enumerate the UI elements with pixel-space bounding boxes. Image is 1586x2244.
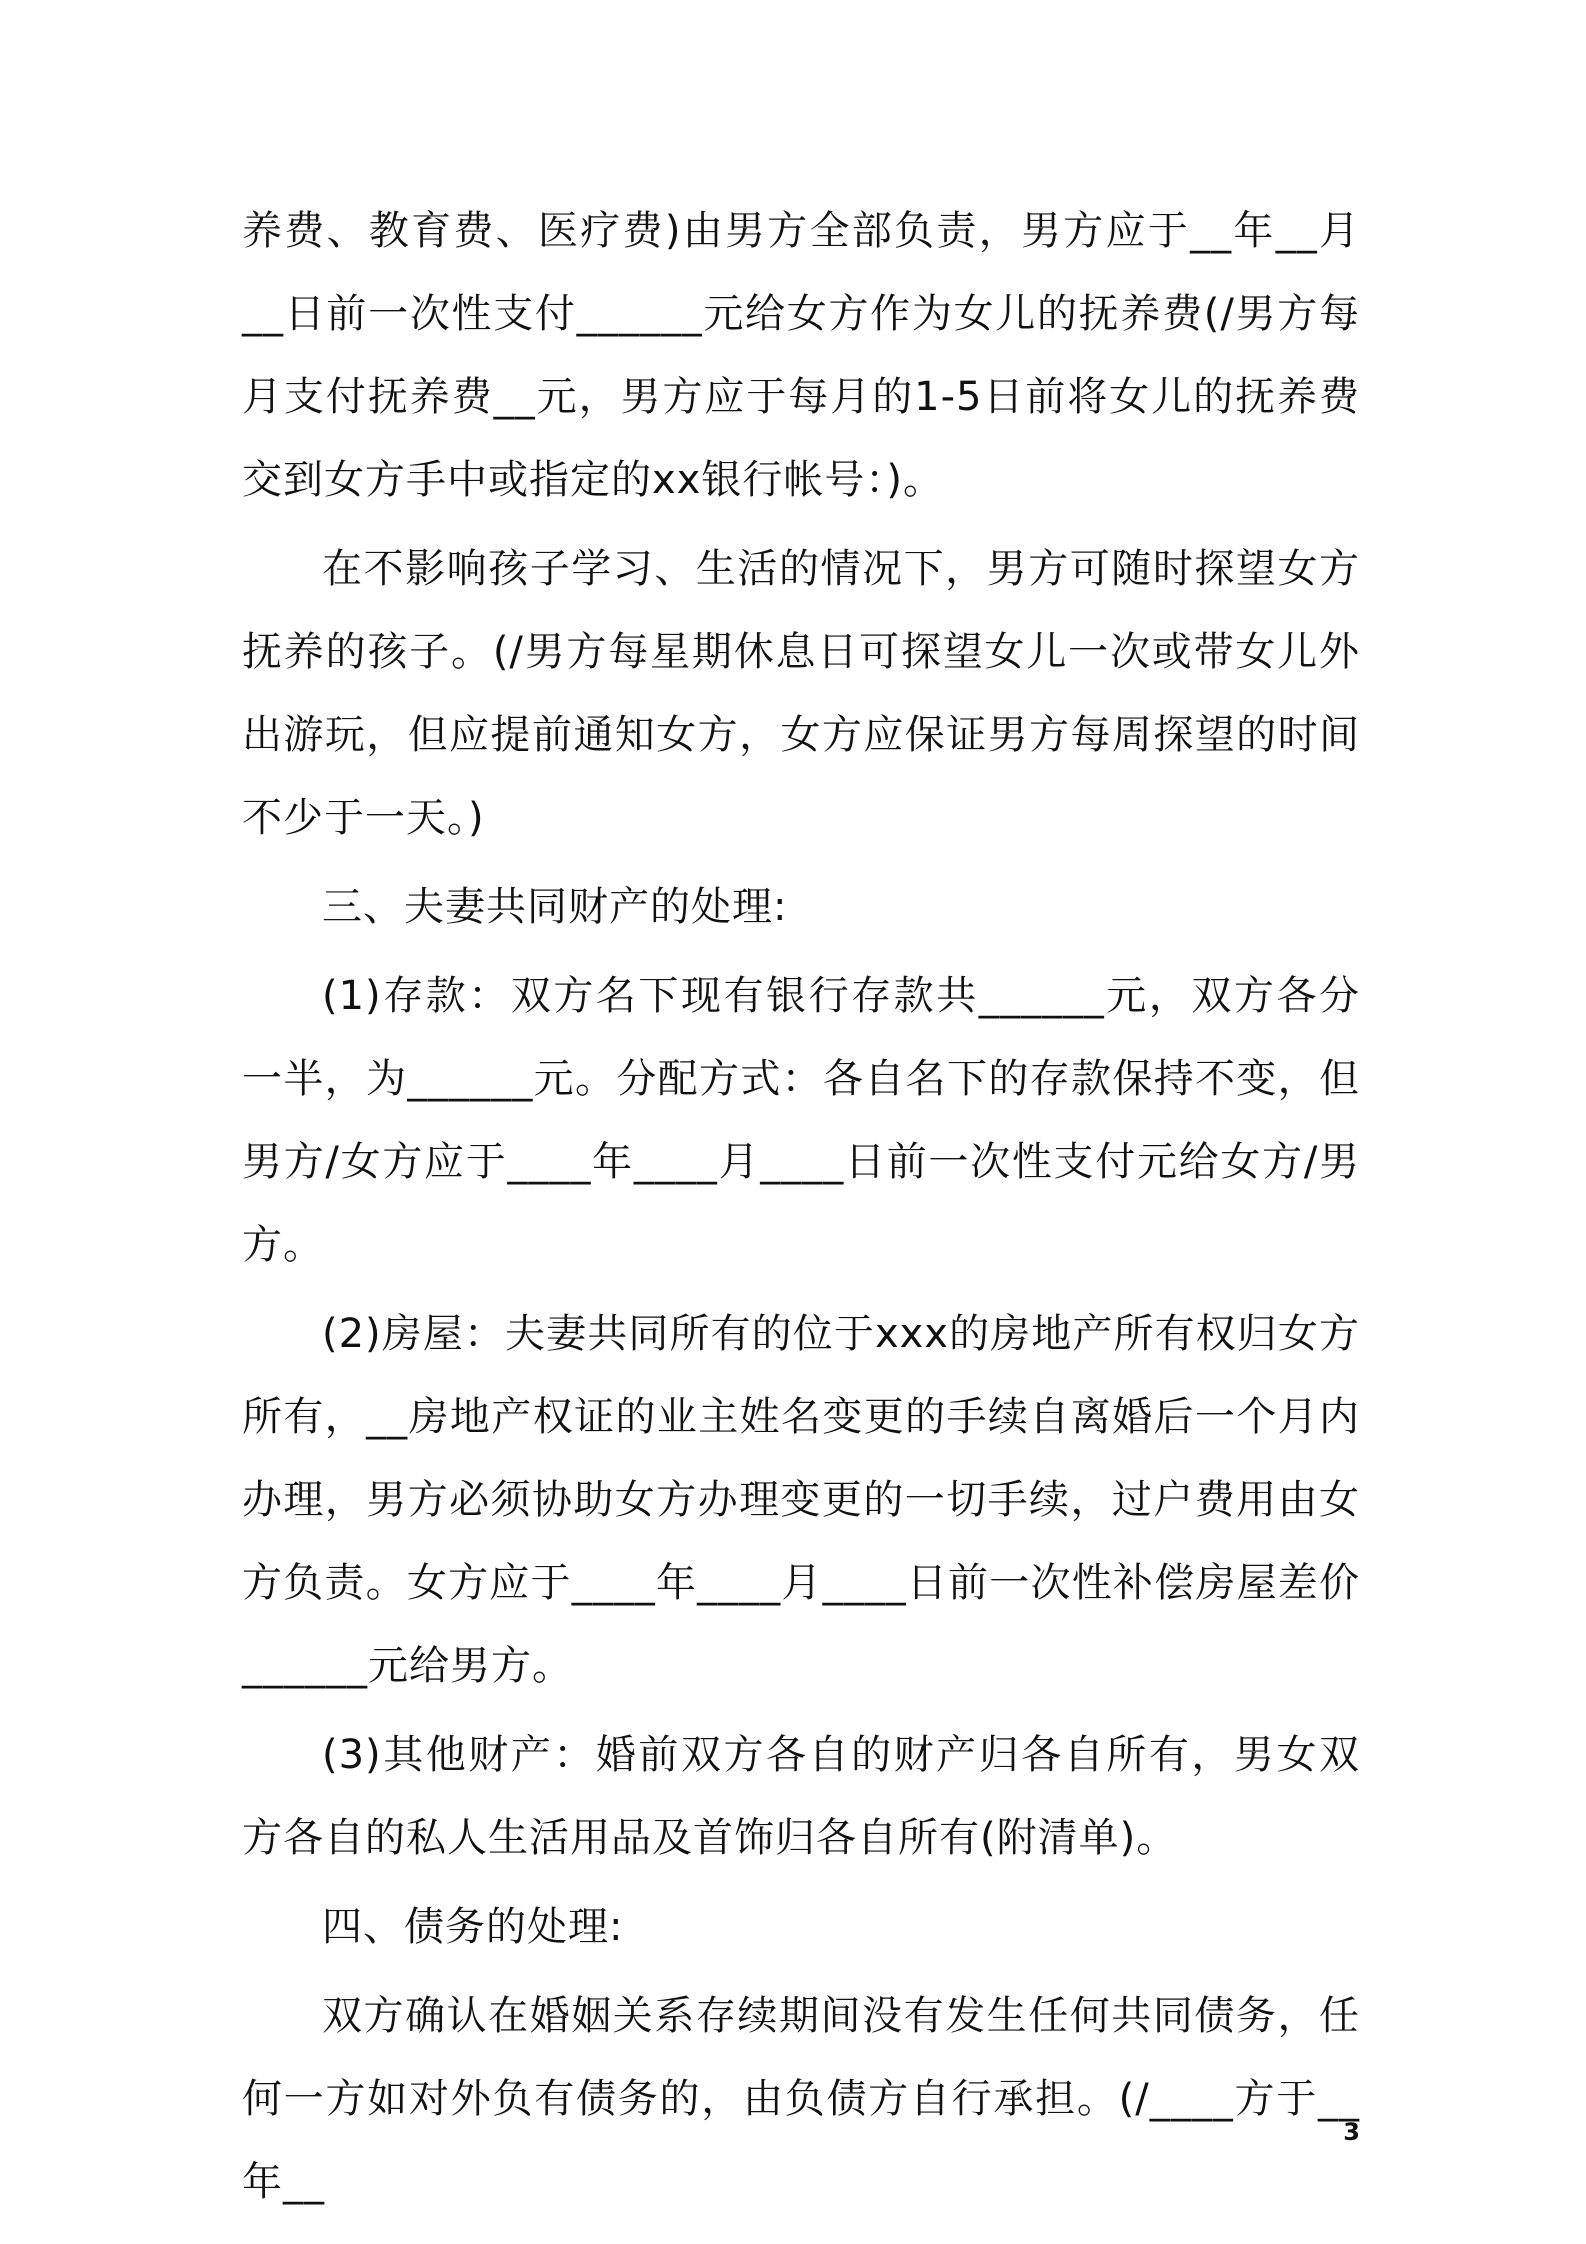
section-heading-debts: 四、债务的处理:: [322, 1904, 624, 1950]
paragraph-other-property: (3)其他财产：婚前双方各自的财产归各自所有，男女双方各自的私人生活用品及首饰归各自所有(附清单)。: [242, 1732, 1360, 1861]
paragraph-deposits: (1)存款：双方名下现有银行存款共______元，双方各分一半，为______元。分配方式：各自名下的存款保持不变，但男方/女方应于____年____月____日前一次性支付元给女方/男方。: [242, 973, 1360, 1268]
page-number: 3: [1343, 2118, 1360, 2146]
section-heading-joint-property: 三、夫妻共同财产的处理:: [322, 884, 788, 930]
paragraph-debts: 双方确认在婚姻关系存续期间没有发生任何共同债务，任何一方如对外负有债务的，由负债方自行承担。(/____方于__年__: [242, 1993, 1360, 2205]
paragraph-child-support: 养费、教育费、医疗费)由男方全部负责，男方应于__年__月__日前一次性支付______元给女方作为女儿的抚养费(/男方每月支付抚养费__元，男方应于每月的1-5日前将女儿的抚养费交到女方手中或指定的xx银行帐号：)。: [242, 208, 1360, 503]
paragraph-visitation: 在不影响孩子学习、生活的情况下，男方可随时探望女方抚养的孩子。(/男方每星期休息日可探望女儿一次或带女儿外出游玩，但应提前通知女方，女方应保证男方每周探望的时间不少于一天。): [242, 546, 1360, 841]
paragraph-house: (2)房屋：夫妻共同所有的位于xxx的房地产所有权归女方所有，__房地产权证的业主姓名变更的手续自离婚后一个月内办理，男方必须协助女方办理变更的一切手续，过户费用由女方负责。女方应于____年____月____日前一次性补偿房屋差价______元给男方。: [242, 1311, 1360, 1689]
document-body: [242, 190, 1360, 2230]
